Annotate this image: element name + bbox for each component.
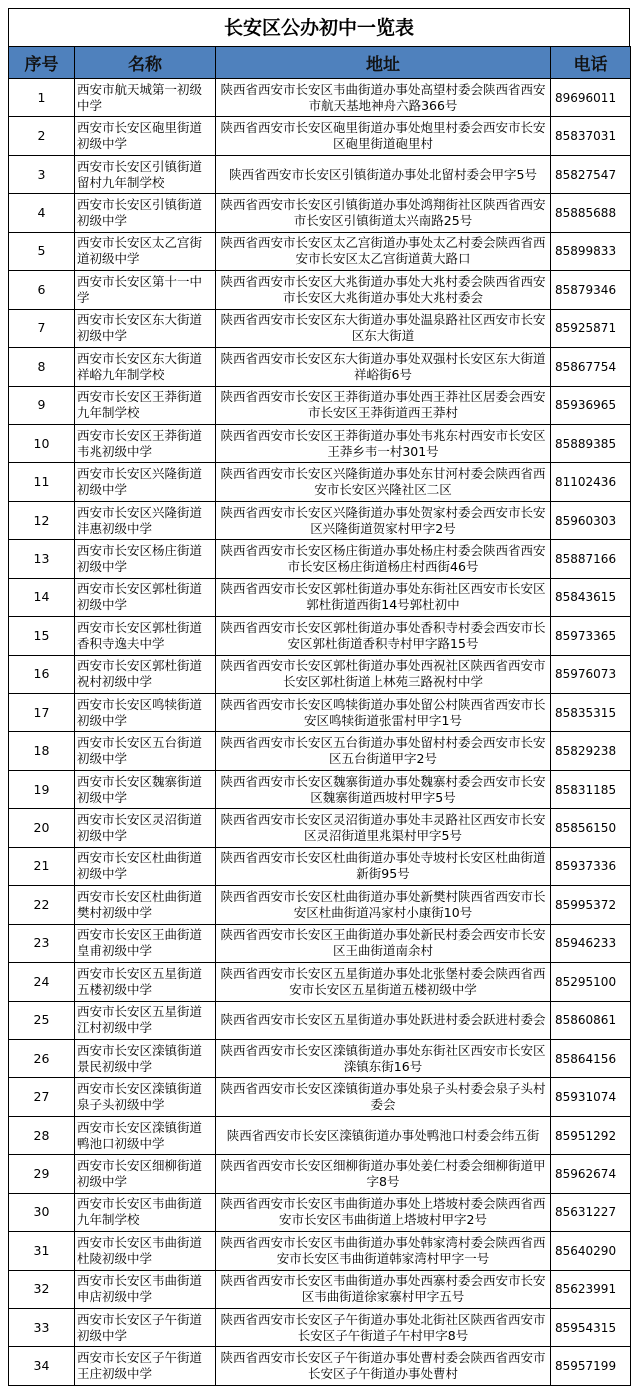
row-number: 15 [9,617,75,655]
table-row [9,117,631,155]
school-phone: 85860861 [551,1001,631,1039]
school-phone: 85962674 [551,1155,631,1193]
school-address: 陕西省西安市长安区杨庄街道办事处杨庄村委会陕西省西安市长安区杨庄街道杨庄村西街46号 [216,540,551,578]
school-address: 陕西省西安市长安区子午街道办事处北街社区陕西省西安市长安区子午街道子午村甲字8号 [216,1309,551,1347]
school-name: 西安市长安区灵沼街道初级中学 [75,809,216,847]
school-phone: 85889385 [551,424,631,462]
row-number: 22 [9,886,75,924]
column-header-phone: 电话 [551,47,631,79]
school-address: 陕西省西安市长安区杜曲街道办事处新樊村陕西省西安市长安区杜曲街道冯家村小康街10号 [216,886,551,924]
school-name: 西安市长安区杨庄街道初级中学 [75,540,216,578]
table-row [9,732,631,770]
school-address: 陕西省西安市长安区灵沼街道办事处丰灵路社区西安市长安区灵沼街道里兆渠村甲字5号 [216,809,551,847]
table-row [9,386,631,424]
school-name: 西安市长安区太乙宫街道初级中学 [75,232,216,270]
school-address: 陕西省西安市长安区韦曲街道办事处韩家湾村委会陕西省西安市长安区韦曲街道韩家湾村甲字一号 [216,1232,551,1270]
school-address: 陕西省西安市长安区鸣犊街道办事处留公村陕西省西安市长安区鸣犊街道张雷村甲字1号 [216,694,551,732]
school-name: 西安市长安区魏寨街道初级中学 [75,770,216,808]
table-row [9,1039,631,1077]
school-address: 陕西省西安市长安区五台街道办事处留村村委会西安市长安区五台街道甲字2号 [216,732,551,770]
school-phone: 85887166 [551,540,631,578]
table-row [9,232,631,270]
table-row [9,463,631,501]
table-row [9,501,631,539]
school-address: 陕西省西安市长安区韦曲街道办事处西寨村委会西安市长安区韦曲街道徐家寨村甲字五号 [216,1270,551,1308]
school-name: 西安市长安区滦镇街道景民初级中学 [75,1039,216,1077]
school-phone: 85957199 [551,1347,631,1385]
school-phone: 85951292 [551,1116,631,1154]
school-name: 西安市长安区东大街道初级中学 [75,309,216,347]
school-phone: 85867754 [551,348,631,386]
school-address: 陕西省西安市长安区韦曲街道办事处上塔坡村委会陕西省西安市长安区韦曲街道上塔坡村甲字2号 [216,1193,551,1231]
school-phone: 85995372 [551,886,631,924]
table-row [9,1270,631,1308]
school-name: 西安市长安区郭杜街道初级中学 [75,578,216,616]
table-row [9,655,631,693]
table-row [9,1193,631,1231]
table-row [9,79,631,117]
table-row [9,1001,631,1039]
school-phone: 85976073 [551,655,631,693]
school-phone: 85831185 [551,770,631,808]
table-title: 长安区公办初中一览表 [8,8,630,46]
table-body [9,79,631,1386]
table-row [9,1155,631,1193]
school-phone: 85899833 [551,232,631,270]
row-number: 29 [9,1155,75,1193]
column-header-address: 地址 [216,47,551,79]
school-address: 陕西省西安市长安区滦镇街道办事处泉子头村委会泉子头村委会 [216,1078,551,1116]
school-phone: 89696011 [551,79,631,117]
school-phone: 85946233 [551,924,631,962]
school-name: 西安市长安区第十一中学 [75,271,216,309]
row-number: 24 [9,963,75,1001]
table-row [9,1078,631,1116]
school-address: 陕西省西安市长安区韦曲街道办事处高望村委会陕西省西安市航天基地神舟六路366号 [216,79,551,117]
table-row [9,348,631,386]
school-phone: 85843615 [551,578,631,616]
table-row [9,924,631,962]
row-number: 8 [9,348,75,386]
school-name: 西安市长安区引镇街道初级中学 [75,194,216,232]
school-phone: 85829238 [551,732,631,770]
table-row [9,309,631,347]
school-address: 陕西省西安市长安区东大街道办事处温泉路社区西安市长安区东大街道 [216,309,551,347]
school-address: 陕西省西安市长安区五星街道办事处北张堡村委会陕西省西安市长安区五星街道五楼初级中学 [216,963,551,1001]
school-name: 西安市航天城第一初级中学 [75,79,216,117]
school-name: 西安市长安区滦镇街道泉子头初级中学 [75,1078,216,1116]
school-phone: 85864156 [551,1039,631,1077]
school-phone: 85879346 [551,271,631,309]
school-name: 西安市长安区五星街道五楼初级中学 [75,963,216,1001]
row-number: 20 [9,809,75,847]
school-address: 陕西省西安市长安区王莽街道办事处西王莽社区居委会西安市长安区王莽街道西王莽村 [216,386,551,424]
row-number: 11 [9,463,75,501]
school-name: 西安市长安区韦曲街道杜陵初级中学 [75,1232,216,1270]
column-header-name: 名称 [75,47,216,79]
school-phone: 85885688 [551,194,631,232]
school-name: 西安市长安区兴隆街道沣惠初级中学 [75,501,216,539]
school-address: 陕西省西安市长安区郭杜街道办事处东街社区西安市长安区郭杜街道西街14号郭杜初中 [216,578,551,616]
school-name: 西安市长安区细柳街道初级中学 [75,1155,216,1193]
school-name: 西安市长安区杜曲街道樊村初级中学 [75,886,216,924]
table-row [9,271,631,309]
school-address: 陕西省西安市长安区郭杜街道办事处香积寺村委会西安市长安区郭杜街道香积寺村甲字路15号 [216,617,551,655]
school-name: 西安市长安区杜曲街道初级中学 [75,847,216,885]
table-row [9,963,631,1001]
school-name: 西安市长安区韦曲街道申店初级中学 [75,1270,216,1308]
row-number: 21 [9,847,75,885]
school-phone: 85631227 [551,1193,631,1231]
row-number: 5 [9,232,75,270]
table-row [9,1309,631,1347]
table-row [9,1116,631,1154]
school-address: 陕西省西安市长安区魏寨街道办事处魏寨村委会西安市长安区魏寨街道西坡村甲字5号 [216,770,551,808]
school-address: 陕西省西安市长安区郭杜街道办事处西祝社区陕西省西安市长安区郭杜街道上林苑三路祝村中学 [216,655,551,693]
school-name: 西安市长安区韦曲街道九年制学校 [75,1193,216,1231]
school-address: 陕西省西安市长安区滦镇街道办事处东街社区西安市长安区滦镇东街16号 [216,1039,551,1077]
row-number: 12 [9,501,75,539]
school-address: 陕西省西安市长安区砲里街道办事处炮里村委会西安市长安区砲里街道砲里村 [216,117,551,155]
school-phone: 85973365 [551,617,631,655]
school-phone: 85295100 [551,963,631,1001]
table-row [9,578,631,616]
school-address: 陕西省西安市长安区大兆街道办事处大兆村委会陕西省西安市长安区大兆街道办事处大兆村委会 [216,271,551,309]
school-phone: 85640290 [551,1232,631,1270]
row-number: 1 [9,79,75,117]
school-name: 西安市长安区王莽街道韦兆初级中学 [75,424,216,462]
row-number: 34 [9,1347,75,1385]
school-address: 陕西省西安市长安区兴隆街道办事处东甘河村委会陕西省西安市长安区兴隆社区二区 [216,463,551,501]
school-address: 陕西省西安市长安区滦镇街道办事处鸭池口村委会纬五街 [216,1116,551,1154]
school-address: 陕西省西安市长安区引镇街道办事处鸿翔街社区陕西省西安市长安区引镇街道太兴南路25号 [216,194,551,232]
table-row [9,540,631,578]
school-name: 西安市长安区王莽街道九年制学校 [75,386,216,424]
school-name: 西安市长安区滦镇街道鸭池口初级中学 [75,1116,216,1154]
school-name: 西安市长安区五星街道江村初级中学 [75,1001,216,1039]
header-row [9,47,631,79]
school-address: 陕西省西安市长安区杜曲街道办事处寺坡村长安区杜曲街道新街95号 [216,847,551,885]
school-phone: 85954315 [551,1309,631,1347]
school-name: 西安市长安区子午街道王庄初级中学 [75,1347,216,1385]
row-number: 32 [9,1270,75,1308]
school-name: 西安市长安区东大街道祥峪九年制学校 [75,348,216,386]
row-number: 9 [9,386,75,424]
school-phone: 85837031 [551,117,631,155]
school-phone: 85925871 [551,309,631,347]
school-phone: 85936965 [551,386,631,424]
school-name: 西安市长安区郭杜街道香积寺逸夫中学 [75,617,216,655]
row-number: 10 [9,424,75,462]
school-phone: 85937336 [551,847,631,885]
school-name: 西安市长安区王曲街道皇甫初级中学 [75,924,216,962]
row-number: 27 [9,1078,75,1116]
row-number: 2 [9,117,75,155]
table-row [9,694,631,732]
school-address: 陕西省西安市长安区太乙宫街道办事处太乙村委会陕西省西安市长安区太乙宫街道黄大路口 [216,232,551,270]
row-number: 3 [9,155,75,193]
row-number: 31 [9,1232,75,1270]
school-address: 陕西省西安市长安区王莽街道办事处韦兆东村西安市长安区王莽乡韦一村301号 [216,424,551,462]
row-number: 33 [9,1309,75,1347]
school-name: 西安市长安区郭杜街道祝村初级中学 [75,655,216,693]
school-table [8,46,631,1386]
row-number: 17 [9,694,75,732]
row-number: 7 [9,309,75,347]
school-name: 西安市长安区五台街道初级中学 [75,732,216,770]
table-row [9,617,631,655]
school-address: 陕西省西安市长安区兴隆街道办事处贺家村委会西安市长安区兴隆街道贺家村甲字2号 [216,501,551,539]
table-row [9,424,631,462]
row-number: 25 [9,1001,75,1039]
table-row [9,194,631,232]
row-number: 23 [9,924,75,962]
school-address: 陕西省西安市长安区引镇街道办事处北留村委会甲字5号 [216,155,551,193]
row-number: 19 [9,770,75,808]
row-number: 6 [9,271,75,309]
school-phone: 85827547 [551,155,631,193]
row-number: 30 [9,1193,75,1231]
school-name: 西安市长安区子午街道初级中学 [75,1309,216,1347]
school-name: 西安市长安区引镇街道留村九年制学校 [75,155,216,193]
school-address: 陕西省西安市长安区五星街道办事处跃进村委会跃进村委会 [216,1001,551,1039]
table-row [9,1347,631,1385]
school-address: 陕西省西安市长安区东大街道办事处双强村长安区东大街道祥峪街6号 [216,348,551,386]
row-number: 14 [9,578,75,616]
school-address: 陕西省西安市长安区细柳街道办事处姜仁村委会细柳街道甲字8号 [216,1155,551,1193]
school-address: 陕西省西安市长安区子午街道办事处曹村委会陕西省西安市长安区子午街道办事处曹村 [216,1347,551,1385]
table-row [9,886,631,924]
column-header-no: 序号 [9,47,75,79]
school-phone: 85835315 [551,694,631,732]
table-row [9,1232,631,1270]
school-phone: 85960303 [551,501,631,539]
row-number: 16 [9,655,75,693]
school-phone: 81102436 [551,463,631,501]
school-phone: 85623991 [551,1270,631,1308]
school-name: 西安市长安区鸣犊街道初级中学 [75,694,216,732]
school-phone: 85931074 [551,1078,631,1116]
table-row [9,809,631,847]
row-number: 4 [9,194,75,232]
row-number: 28 [9,1116,75,1154]
table-row [9,770,631,808]
school-phone: 85856150 [551,809,631,847]
table-row [9,847,631,885]
row-number: 13 [9,540,75,578]
school-address: 陕西省西安市长安区王曲街道办事处新民村委会西安市长安区王曲街道南余村 [216,924,551,962]
school-name: 西安市长安区砲里街道初级中学 [75,117,216,155]
row-number: 18 [9,732,75,770]
school-name: 西安市长安区兴隆街道初级中学 [75,463,216,501]
school-list-document [8,8,630,1386]
table-row [9,155,631,193]
row-number: 26 [9,1039,75,1077]
